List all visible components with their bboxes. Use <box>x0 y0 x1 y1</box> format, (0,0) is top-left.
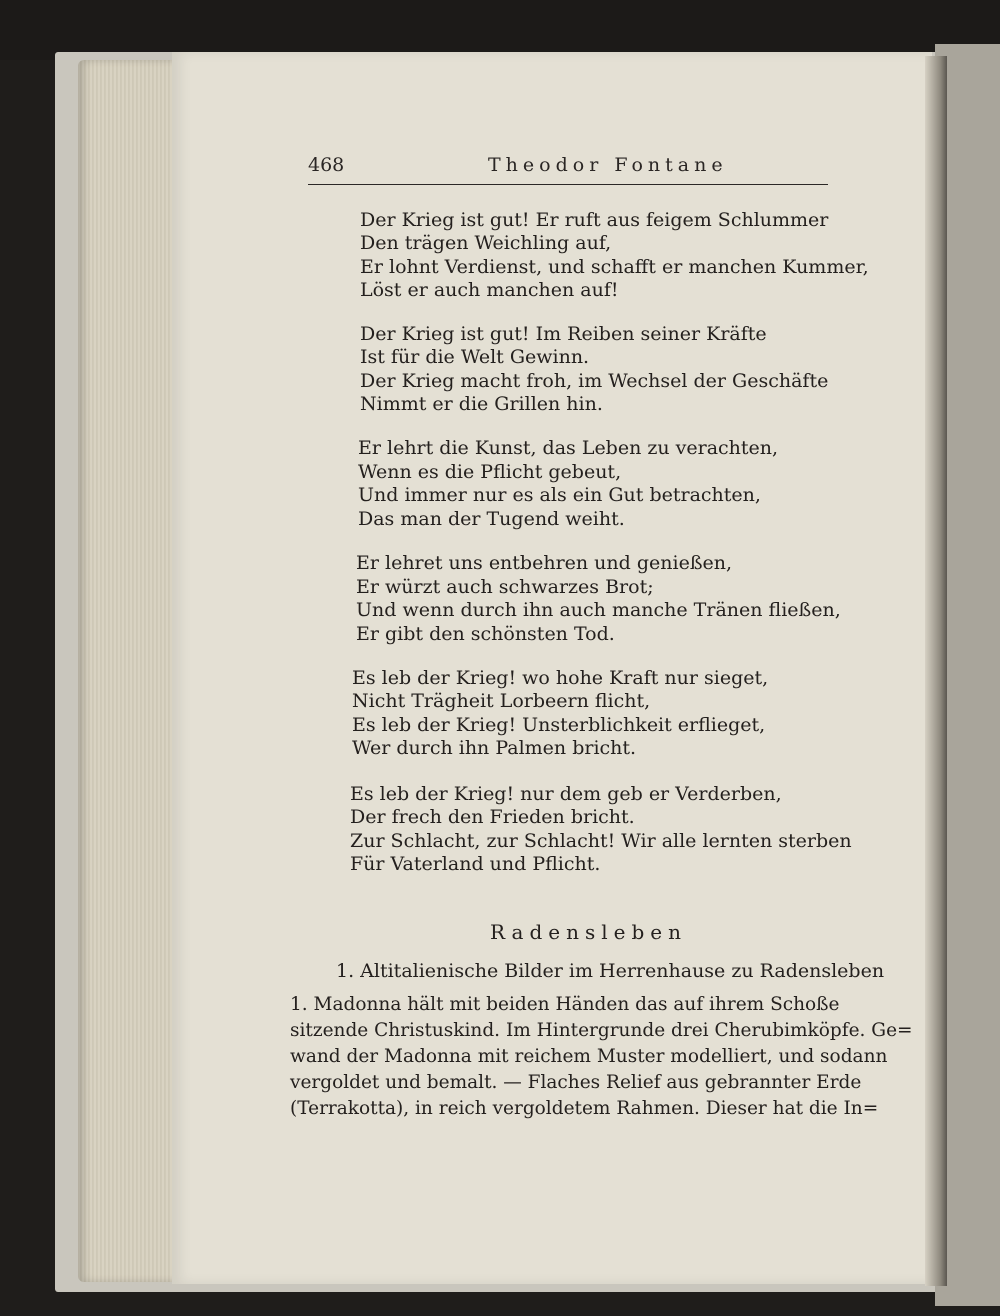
prose-line: vergoldet und bemalt. — Flaches Relief aus gebrannter Erde <box>290 1072 862 1093</box>
verse-line: Er würzt auch schwarzes Brot; <box>356 576 654 598</box>
verse-line: Es leb der Krieg! nur dem geb er Verderben, <box>350 783 782 805</box>
verse-line: Den trägen Weichling auf, <box>360 232 612 254</box>
verse-line: Der Krieg ist gut! Im Reiben seiner Kräfte <box>360 323 767 345</box>
verse-line: Nicht Trägheit Lorbeern flicht, <box>352 690 651 712</box>
verse-line: Er gibt den schönsten Tod. <box>356 623 615 645</box>
verse-line: Er lehret uns entbehren und genießen, <box>356 552 733 574</box>
verse-line: Das man der Tugend weiht. <box>358 508 625 530</box>
section-title: Radensleben <box>490 920 687 944</box>
verse-line: Er lehrt die Kunst, das Leben zu verachten, <box>358 437 779 459</box>
prose-line: (Terrakotta), in reich vergoldetem Rahmen. Dieser hat die In= <box>290 1098 879 1119</box>
verse-line: Wenn es die Pflicht gebeut, <box>358 461 622 483</box>
prose-line: sitzende Christuskind. Im Hintergrunde drei Cherubimköpfe. Ge= <box>290 1020 913 1041</box>
verse-line: Zur Schlacht, zur Schlacht! Wir alle lernten sterben <box>350 830 852 852</box>
prose-line: 1. Madonna hält mit beiden Händen das auf ihrem Schoße <box>290 994 840 1015</box>
background-top <box>0 0 1000 60</box>
page-number: 468 <box>308 154 345 176</box>
verse-line: Und immer nur es als ein Gut betrachten, <box>358 484 761 506</box>
page-edges <box>78 60 178 1282</box>
verse-line: Er lohnt Verdienst, und schafft er manchen Kummer, <box>360 256 869 278</box>
verse-line: Ist für die Welt Gewinn. <box>360 346 590 368</box>
prose-line: wand der Madonna mit reichem Muster modelliert, und sodann <box>290 1046 888 1067</box>
verse-line: Es leb der Krieg! wo hohe Kraft nur sieget, <box>352 667 769 689</box>
verse-line: Und wenn durch ihn auch manche Tränen fließen, <box>356 599 841 621</box>
verse-line: Der Krieg macht froh, im Wechsel der Geschäfte <box>360 370 829 392</box>
verse-line: Der frech den Frieden bricht. <box>350 806 635 828</box>
verse-line: Löst er auch manchen auf! <box>360 279 619 301</box>
subsection-title: 1. Altitalienische Bilder im Herrenhause zu Radensleben <box>336 960 885 982</box>
verse-line: Wer durch ihn Palmen bricht. <box>352 737 637 759</box>
verse-line: Nimmt er die Grillen hin. <box>360 393 603 415</box>
running-head-title: Theodor Fontane <box>488 154 728 176</box>
verse-line: Der Krieg ist gut! Er ruft aus feigem Schlummer <box>360 209 829 231</box>
verse-line: Für Vaterland und Pflicht. <box>350 853 601 875</box>
gutter-shadow <box>925 56 947 1286</box>
running-head <box>308 150 828 185</box>
verse-line: Es leb der Krieg! Unsterblichkeit erflieget, <box>352 714 766 736</box>
